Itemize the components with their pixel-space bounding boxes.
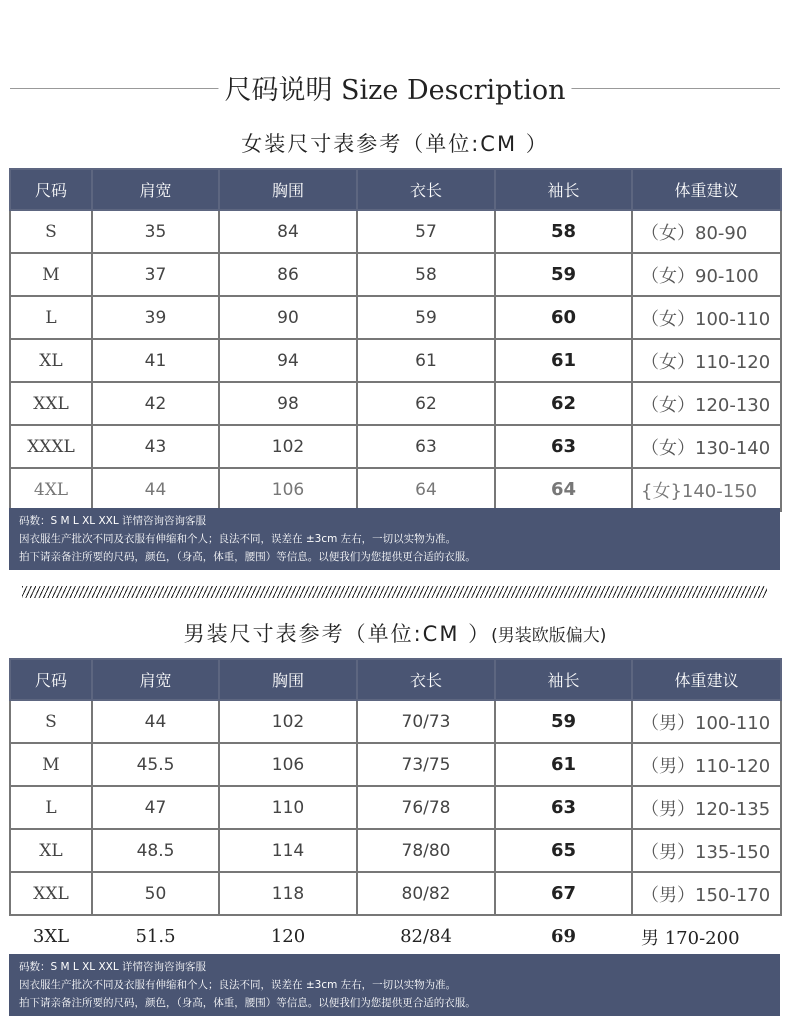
size-cell: XL — [10, 339, 92, 382]
men-subtitle — [0, 618, 790, 648]
men-subtitle-note: (男装欧版偏大) — [491, 626, 607, 646]
sleeve-cell: 63 — [495, 786, 632, 829]
women-subtitle: 女装尺寸表参考（单位:CM ） — [241, 132, 549, 156]
weight-cell: （男）135-150 — [632, 829, 781, 872]
table-row — [10, 743, 781, 786]
table-row — [10, 872, 781, 915]
size-cell: XL — [10, 829, 92, 872]
shoulder-cell: 35 — [92, 210, 219, 253]
size-cell: S — [10, 210, 92, 253]
length-cell: 73/75 — [357, 743, 495, 786]
shoulder-cell: 43 — [92, 425, 219, 468]
chest-cell: 90 — [219, 296, 357, 339]
length-cell: 76/78 — [357, 786, 495, 829]
chest-cell: 120 — [219, 915, 357, 957]
col-weight-header: 体重建议 — [632, 659, 781, 700]
table-row — [10, 468, 781, 511]
chest-cell: 118 — [219, 872, 357, 915]
table-row — [10, 786, 781, 829]
notes-line: 拍下请亲备注所要的尺码，颜色，（身高，体重，腰围）等信息。以便我们为您提供更合适的衣服。 — [19, 997, 476, 1009]
size-cell: 3XL — [10, 915, 92, 957]
sleeve-cell: 62 — [495, 382, 632, 425]
weight-cell: 男 170-200 — [632, 915, 781, 957]
page-title: 尺码说明 Size Description — [218, 68, 571, 107]
col-size-header: 尺码 — [10, 169, 92, 210]
notes-line: 因衣服生产批次不同及衣服有伸缩和个人；良法不同，误差在 ±3cm 左右，一切以实物为准。 — [19, 533, 457, 545]
table-row — [10, 296, 781, 339]
table-row — [10, 339, 781, 382]
col-chest-header: 胸围 — [219, 659, 357, 700]
shoulder-cell: 44 — [92, 468, 219, 511]
size-cell: S — [10, 700, 92, 743]
length-cell: 63 — [357, 425, 495, 468]
weight-cell: （女）100-110 — [632, 296, 781, 339]
length-cell: 59 — [357, 296, 495, 339]
table-row — [10, 829, 781, 872]
notes-line: 拍下请亲备注所要的尺码，颜色，（身高，体重，腰围）等信息。以便我们为您提供更合适的衣服。 — [19, 551, 476, 563]
shoulder-cell: 45.5 — [92, 743, 219, 786]
weight-cell: （男）100-110 — [632, 700, 781, 743]
weight-cell: （女）120-130 — [632, 382, 781, 425]
length-cell: 78/80 — [357, 829, 495, 872]
shoulder-cell: 50 — [92, 872, 219, 915]
chest-cell: 86 — [219, 253, 357, 296]
shoulder-cell: 42 — [92, 382, 219, 425]
section-divider — [22, 586, 767, 598]
men-notes — [9, 954, 780, 1016]
sleeve-cell: 64 — [495, 468, 632, 511]
shoulder-cell: 44 — [92, 700, 219, 743]
col-chest-header: 胸围 — [219, 169, 357, 210]
col-length-header: 衣长 — [357, 659, 495, 700]
sleeve-cell: 67 — [495, 872, 632, 915]
chest-cell: 114 — [219, 829, 357, 872]
notes-line: 因衣服生产批次不同及衣服有伸缩和个人；良法不同，误差在 ±3cm 左右，一切以实物为准。 — [19, 979, 457, 991]
weight-cell: （女）90-100 — [632, 253, 781, 296]
sleeve-cell: 65 — [495, 829, 632, 872]
chest-cell: 84 — [219, 210, 357, 253]
weight-cell: （女）130-140 — [632, 425, 781, 468]
sleeve-cell: 61 — [495, 743, 632, 786]
length-cell: 61 — [357, 339, 495, 382]
shoulder-cell: 47 — [92, 786, 219, 829]
table-row — [10, 425, 781, 468]
length-cell: 57 — [357, 210, 495, 253]
chest-cell: 106 — [219, 743, 357, 786]
weight-cell: （男）120-135 — [632, 786, 781, 829]
size-cell: XXL — [10, 382, 92, 425]
sleeve-cell: 63 — [495, 425, 632, 468]
shoulder-cell: 37 — [92, 253, 219, 296]
sleeve-cell: 59 — [495, 253, 632, 296]
col-length-header: 衣长 — [357, 169, 495, 210]
col-sleeve-header: 袖长 — [495, 659, 632, 700]
table-row — [10, 700, 781, 743]
sleeve-cell: 69 — [495, 915, 632, 957]
length-cell: 64 — [357, 468, 495, 511]
men-header-row — [10, 659, 781, 700]
notes-line: 码数：S M L XL XXL 详情咨询咨询客服 — [19, 515, 207, 527]
shoulder-cell: 39 — [92, 296, 219, 339]
size-cell: 4XL — [10, 468, 92, 511]
women-notes — [9, 508, 780, 570]
size-cell: XXL — [10, 872, 92, 915]
chest-cell: 110 — [219, 786, 357, 829]
table-row — [10, 382, 781, 425]
sleeve-cell: 60 — [495, 296, 632, 339]
page-header — [10, 64, 780, 108]
chest-cell: 102 — [219, 700, 357, 743]
sleeve-cell: 59 — [495, 700, 632, 743]
length-cell: 62 — [357, 382, 495, 425]
length-cell: 58 — [357, 253, 495, 296]
table-row — [10, 915, 781, 957]
table-row — [10, 253, 781, 296]
weight-cell: （男）150-170 — [632, 872, 781, 915]
chest-cell: 94 — [219, 339, 357, 382]
length-cell: 80/82 — [357, 872, 495, 915]
shoulder-cell: 41 — [92, 339, 219, 382]
women-size-table — [9, 168, 782, 512]
notes-line: 码数：S M L XL XXL 详情咨询咨询客服 — [19, 961, 207, 973]
shoulder-cell: 48.5 — [92, 829, 219, 872]
men-size-table — [9, 658, 782, 957]
size-cell: M — [10, 743, 92, 786]
size-cell: L — [10, 786, 92, 829]
size-cell: XXXL — [10, 425, 92, 468]
women-header-row — [10, 169, 781, 210]
sleeve-cell: 58 — [495, 210, 632, 253]
weight-cell: （女）110-120 — [632, 339, 781, 382]
size-cell: M — [10, 253, 92, 296]
chest-cell: 102 — [219, 425, 357, 468]
col-size-header: 尺码 — [10, 659, 92, 700]
col-weight-header: 体重建议 — [632, 169, 781, 210]
men-subtitle-main: 男装尺寸表参考（单位:CM ） — [183, 622, 492, 646]
col-sleeve-header: 袖长 — [495, 169, 632, 210]
col-shoulder-header: 肩宽 — [92, 169, 219, 210]
shoulder-cell: 51.5 — [92, 915, 219, 957]
table-row — [10, 210, 781, 253]
chest-cell: 106 — [219, 468, 357, 511]
col-shoulder-header: 肩宽 — [92, 659, 219, 700]
weight-cell: {女}140-150 — [632, 468, 781, 511]
sleeve-cell: 61 — [495, 339, 632, 382]
weight-cell: （女）80-90 — [632, 210, 781, 253]
weight-cell: （男）110-120 — [632, 743, 781, 786]
size-cell: L — [10, 296, 92, 339]
chest-cell: 98 — [219, 382, 357, 425]
length-cell: 70/73 — [357, 700, 495, 743]
length-cell: 82/84 — [357, 915, 495, 957]
